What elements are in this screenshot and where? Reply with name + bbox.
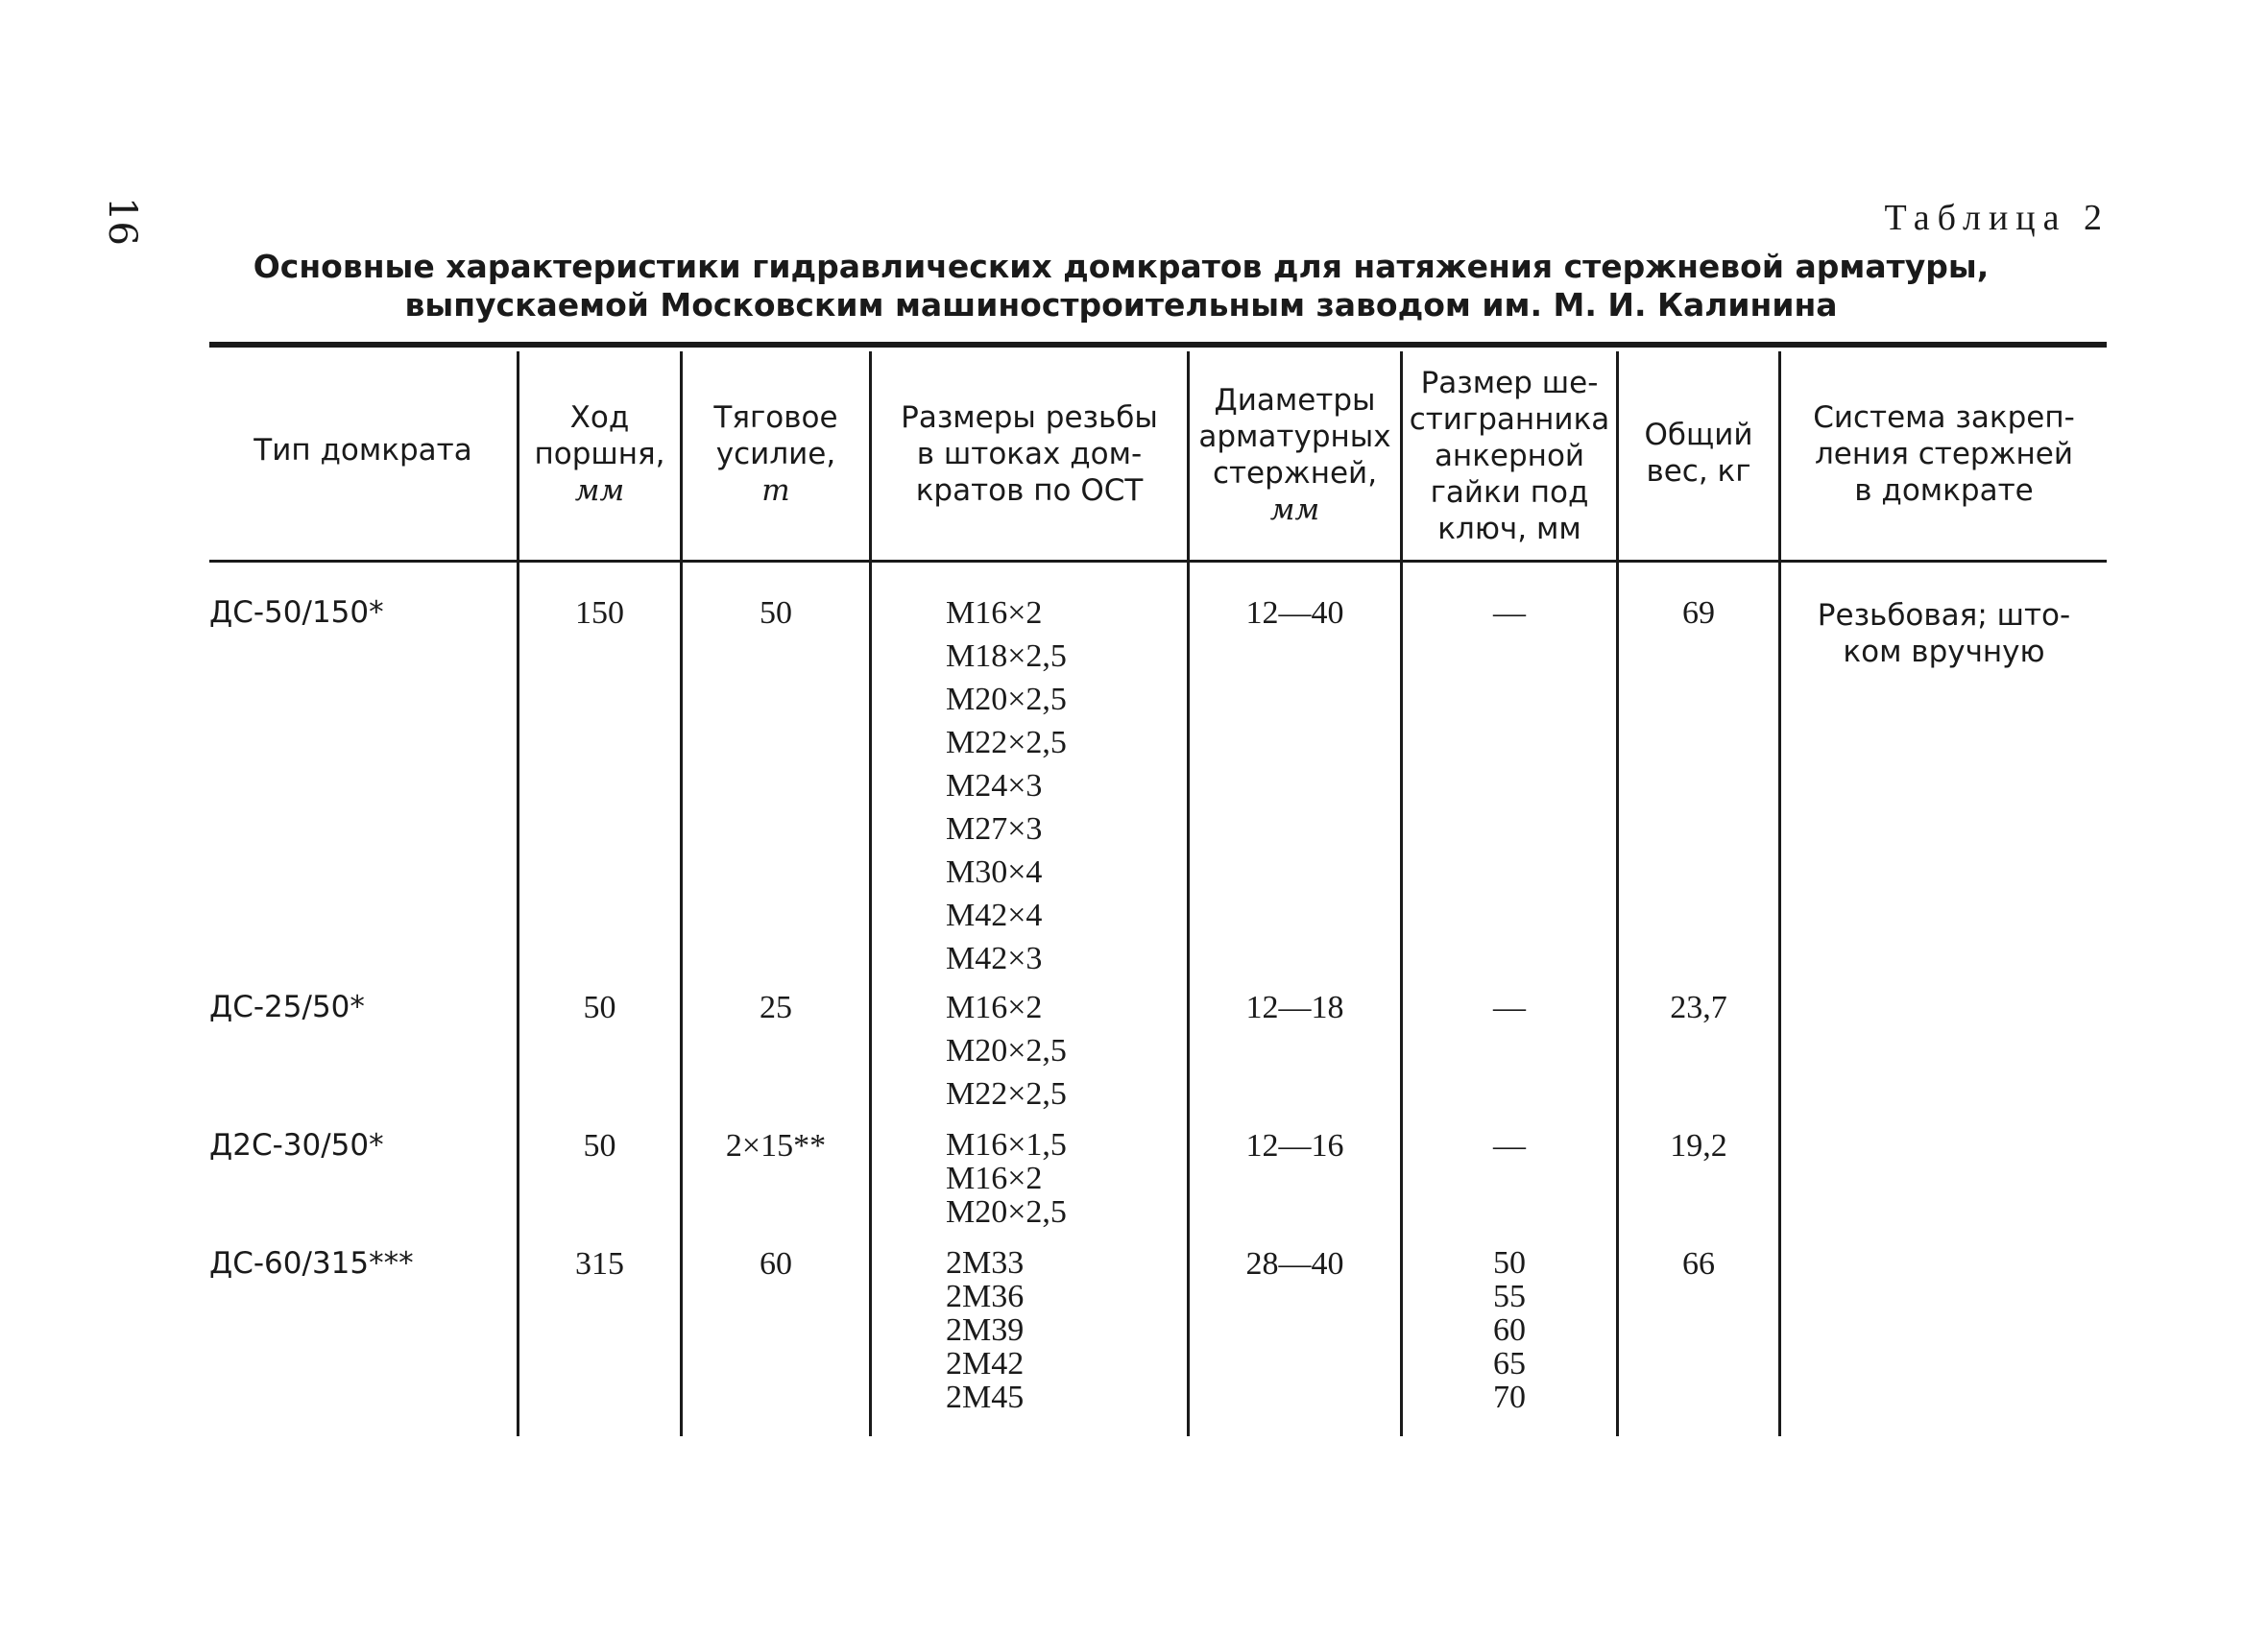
caption-line-1: Основные характеристики гидравлических домкратов для натяжения стержневой арматуры, (253, 248, 1990, 285)
column-divider (1778, 351, 1781, 1436)
row-1-weight: 69 (1682, 595, 1715, 631)
row-1-system: Резьбовая; што- ком вручную (1817, 598, 2071, 669)
row-3-hex: — (1493, 1128, 1526, 1164)
row-4-type: ДС-60/315*** (209, 1246, 414, 1281)
row-1-force: 50 (760, 595, 792, 631)
row-2-hex: — (1493, 990, 1526, 1025)
header-system: Система закреп- ления стержней в домкрате (1813, 400, 2075, 508)
header-thread: Размеры резьбы в штоках дом- кратов по ОСТ (901, 400, 1158, 508)
row-3-threads: М16×1,5 М16×2 М20×2,5 (946, 1127, 1067, 1230)
row-4-threads: 2М33 2М36 2М39 2М42 2М45 (946, 1245, 1025, 1415)
row-4-weight: 66 (1682, 1246, 1715, 1282)
row-1-stroke: 150 (575, 595, 624, 631)
table-caption (206, 248, 2036, 324)
row-2-diameter: 12—18 (1245, 990, 1344, 1025)
table-top-rule (209, 342, 2107, 348)
row-1-threads: М16×2 М18×2,5 М20×2,5 М22×2,5 М24×3 М27×3 М30×4 М42×4 М42×3 (946, 595, 1067, 976)
column-divider (869, 351, 872, 1436)
row-2-stroke: 50 (583, 990, 616, 1025)
row-4-stroke: 315 (575, 1246, 624, 1282)
page-number: 16 (100, 197, 144, 246)
header-stroke: Ход поршня, мм (534, 400, 665, 508)
header-bottom-rule (209, 560, 2107, 563)
row-4-hex: 50 55 60 65 70 (1493, 1245, 1526, 1415)
header-hex: Размер ше- стигранника анкерной гайки под ключ, мм (1409, 366, 1610, 546)
row-3-force: 2×15** (725, 1128, 827, 1164)
row-2-threads: М16×2 М20×2,5 М22×2,5 (946, 990, 1067, 1112)
row-3-type: Д2С-30/50* (209, 1128, 384, 1163)
row-2-weight: 23,7 (1670, 990, 1727, 1025)
row-2-force: 25 (760, 990, 792, 1025)
row-3-diameter: 12—16 (1245, 1128, 1344, 1164)
header-weight: Общий вес, кг (1644, 418, 1753, 489)
row-3-stroke: 50 (583, 1128, 616, 1164)
header-force: Тяговое усилие, т (713, 400, 838, 508)
row-1-diameter: 12—40 (1245, 595, 1344, 631)
row-1-type: ДС-50/150* (209, 595, 384, 630)
header-diameter: Диаметры арматурных стержней, мм (1198, 383, 1391, 527)
row-3-weight: 19,2 (1670, 1128, 1727, 1164)
row-4-diameter: 28—40 (1245, 1246, 1344, 1282)
row-4-force: 60 (760, 1246, 792, 1282)
header-type: Тип домкрата (253, 433, 472, 468)
row-2-type: ДС-25/50* (209, 990, 365, 1024)
table-label: Таблица 2 (1884, 198, 2110, 238)
row-1-hex: — (1493, 595, 1526, 631)
caption-line-2: выпускаемой Московским машиностроительным заводом им. М. И. Калинина (404, 286, 1838, 324)
